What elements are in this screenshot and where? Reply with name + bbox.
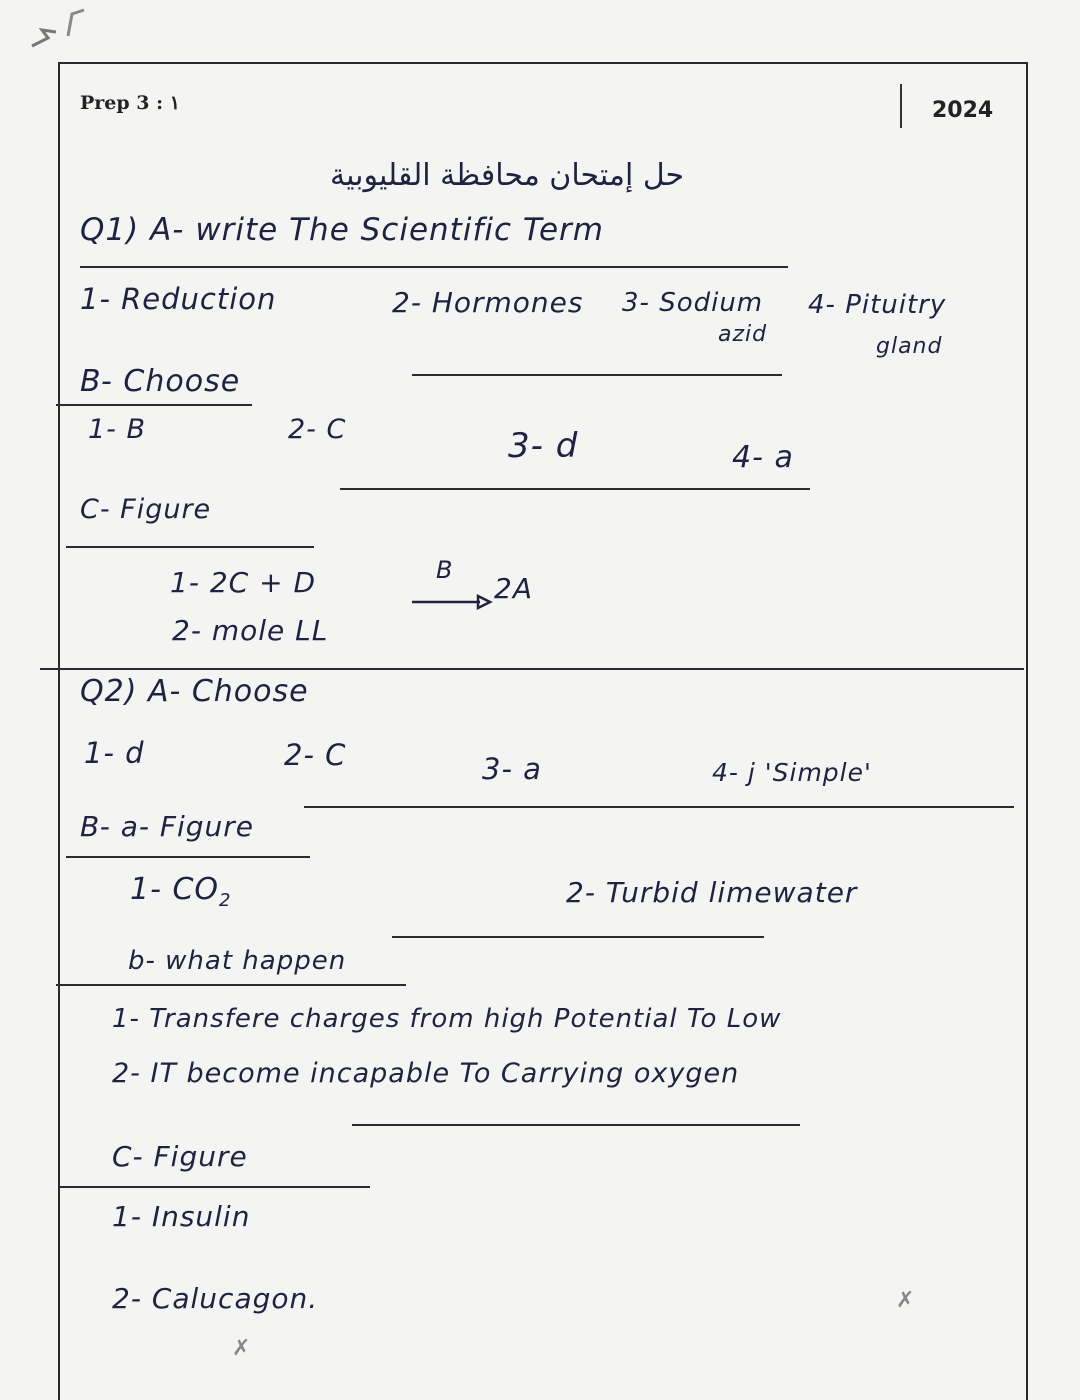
q2-b2-heading: b- what happen xyxy=(128,946,347,976)
header-separator xyxy=(900,84,902,128)
divider xyxy=(66,856,310,858)
q1-b-answer-1: 1- B xyxy=(88,414,147,445)
q2-c-answer-2: 2- Calucagon. xyxy=(112,1282,319,1315)
q1-c-equation-right: 2A xyxy=(494,572,533,605)
divider xyxy=(304,806,1014,808)
q1-b-answer-2: 2- C xyxy=(288,414,347,445)
divider xyxy=(56,404,252,406)
q1-b-answer-3: 3- d xyxy=(508,426,579,466)
q1-a-heading: Q1) A- write The Scientific Term xyxy=(80,212,604,248)
header-prep-label: Prep 3 : ١ xyxy=(80,92,180,114)
divider xyxy=(66,546,314,548)
divider xyxy=(352,1124,800,1126)
q2-a-answer-3: 3- a xyxy=(482,752,542,786)
q2-b-heading: B- a- Figure xyxy=(80,810,255,843)
q2-a-answer-4: 4- j 'Simple' xyxy=(712,758,872,787)
q1-a-answer-3-cont: azid xyxy=(718,322,768,347)
corner-scribble-icon xyxy=(28,2,98,54)
q1-a-answer-1: 1- Reduction xyxy=(80,282,277,316)
q1-c-heading: C- Figure xyxy=(80,494,212,525)
q1-c-equation-catalyst: B xyxy=(436,556,454,584)
arabic-title: حل إمتحان محافظة القليوبية xyxy=(330,158,685,193)
q1-b-heading: B- Choose xyxy=(80,364,241,399)
q2-b2-answer-1: 1- Transfere charges from high Potential To Low xyxy=(112,1004,782,1034)
q2-b2-answer-2: 2- IT become incapable To Carrying oxygen xyxy=(112,1058,740,1089)
divider xyxy=(58,1186,370,1188)
q2-b-answer-1-subscript: 2 xyxy=(219,890,232,911)
q1-c-equation-left: 1- 2C + D xyxy=(170,566,317,599)
q1-a-answer-3: 3- Sodium xyxy=(622,288,764,318)
divider xyxy=(80,266,788,268)
q1-a-answer-2: 2- Hormones xyxy=(392,286,584,319)
stray-mark: ✗ xyxy=(896,1288,915,1313)
q1-a-answer-4: 4- Pituitry xyxy=(808,290,947,320)
divider xyxy=(412,374,782,376)
divider xyxy=(340,488,810,490)
q2-c-answer-1: 1- Insulin xyxy=(112,1200,251,1233)
q2-a-answer-1: 1- d xyxy=(84,736,145,770)
divider xyxy=(40,668,1024,670)
stray-mark: ✗ xyxy=(232,1336,251,1361)
q1-c-answer-2: 2- mole LL xyxy=(172,614,329,647)
divider xyxy=(392,936,764,938)
q2-b-answer-2: 2- Turbid limewater xyxy=(566,876,858,909)
q2-c-heading: C- Figure xyxy=(112,1140,248,1173)
q2-b-answer-1 xyxy=(130,872,231,911)
header-year: 2024 xyxy=(932,98,994,123)
q1-a-answer-4-cont: gland xyxy=(876,334,943,359)
divider xyxy=(56,984,406,986)
q2-b-answer-1-text: 1- CO xyxy=(130,872,220,907)
q1-b-answer-4: 4- a xyxy=(732,440,794,475)
q2-a-heading: Q2) A- Choose xyxy=(80,674,309,709)
q2-a-answer-2: 2- C xyxy=(284,738,347,772)
